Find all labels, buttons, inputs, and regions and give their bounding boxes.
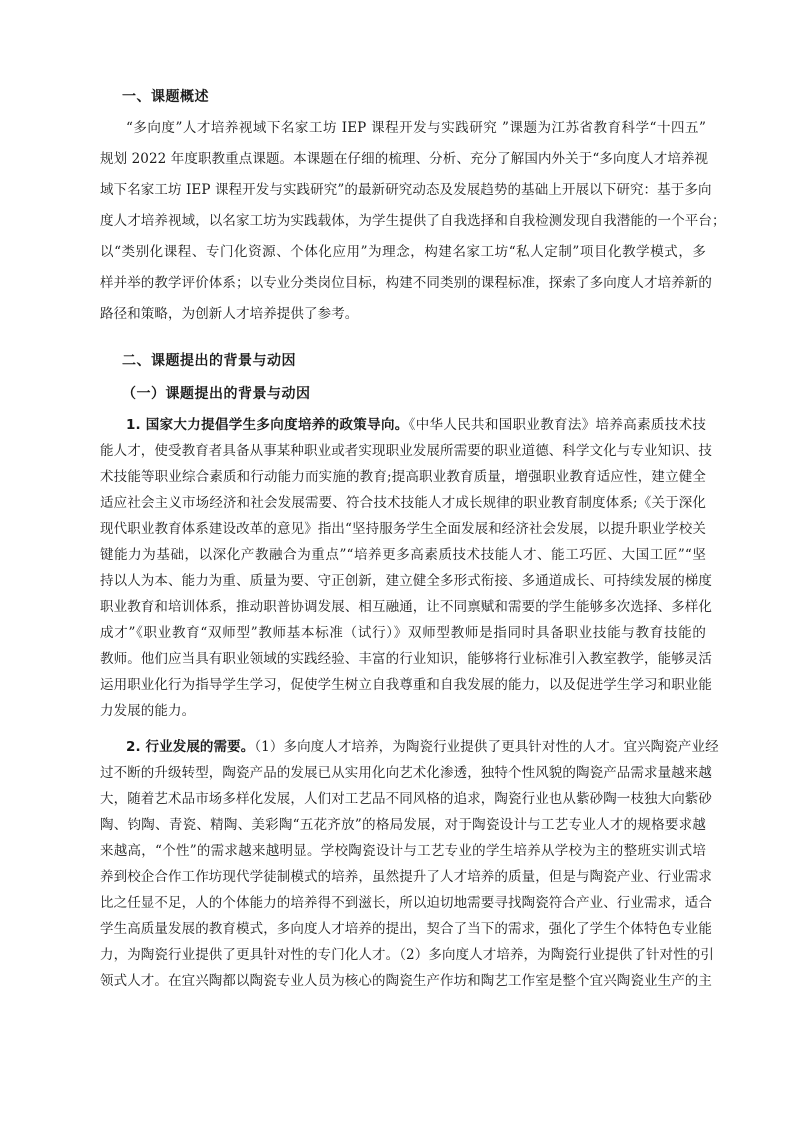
paragraph-line: 养到校企合作工作坊现代学徒制模式的培养，虽然提升了人才培养的质量，但是与陶瓷产业、行业需求: [100, 869, 712, 885]
section-heading-overview: 一、课题概述: [122, 89, 209, 105]
paragraph-line: [126, 415, 706, 435]
paragraph-line: 路径和策略，为创新人才培养提供了参考。: [100, 306, 359, 322]
paragraph-line: 术技能等职业综合素质和行动能力而实施的教育;提高职业教育质量，增强职业教育适应性，建立健全: [100, 469, 706, 485]
paragraph-line: 以“类别化课程、专门化资源、个体化应用”为理念，构建名家工坊“私人定制”项目化教学模式，多: [100, 244, 706, 260]
subsection-heading: （一）课题提出的背景与动因: [122, 386, 311, 402]
paragraph-line: 陶、钧陶、青瓷、精陶、美彩陶“五花齐放”的格局发展，对于陶瓷设计与工艺专业人才的规格要求越: [100, 817, 706, 833]
paragraph-line: 过不断的升级转型，陶瓷产品的发展已从实用化向艺术化渗透，独特个性风貌的陶瓷产品需求量越来越: [100, 765, 712, 781]
paragraph-line: 持以人为本、能力为重、质量为要、守正创新，建立健全多形式衔接、多通道成长、可持续发展的梯度: [100, 573, 712, 589]
paragraph-line: 规划 2022 年度职教重点课题。本课题在仔细的梳理、分析、充分了解国内外关于“多向度人才培养视: [100, 151, 709, 167]
paragraph-line: 能人才，使受教育者具备从事某种职业或者实现职业发展所需要的职业道德、科学文化与专业知识、技: [100, 443, 712, 459]
paragraph-lead: 1. 国家大力提倡学生多向度培养的政策导向。: [126, 417, 409, 433]
paragraph-line: 域下名家工坊 IEP 课程开发与实践研究”的最新研究动态及发展趋势的基础上开展以下研究：基于多向: [100, 182, 712, 198]
paragraph-line: 运用职业化行为指导学生学习，促使学生树立自我尊重和自我发展的能力，以及促进学生学习和职业能: [100, 677, 712, 693]
paragraph-line: [126, 737, 719, 757]
paragraph-line: 大，随着艺术品市场多样化发展，人们对工艺品不同风格的追求，陶瓷行业也从紫砂陶一枝独大向紫砂: [100, 791, 712, 807]
paragraph-line: 领式人才。在宜兴陶都以陶瓷专业人员为核心的陶瓷生产作坊和陶艺工作室是整个宜兴陶瓷业生产的主: [100, 973, 712, 989]
paragraph-line: 度人才培养视域，以名家工坊为实践载体，为学生提供了自我选择和自我检测发现自我潜能的一个平台；: [100, 213, 726, 229]
paragraph-line: 现代职业教育体系建设改革的意见》指出“坚持服务学生全面发展和经济社会发展，以提升职业学校关: [100, 521, 706, 537]
paragraph-line: 样并举的教学评价体系；以专业分类岗位目标，构建不同类别的课程标准，探索了多向度人才培养新的: [100, 275, 712, 291]
paragraph-line: “多向度”人才培养视域下名家工坊 IEP 课程开发与实践研究 ”课题为江苏省教育科学“十四五”: [126, 120, 706, 136]
paragraph-line: 力，为陶瓷行业提供了更具针对性的专门化人才。（2）多向度人才培养，为陶瓷行业提供了针对性的引: [100, 947, 714, 963]
paragraph-line: 学生高质量发展的教育模式，多向度人才培养的提出，契合了当下的需求，强化了学生个体特色专业能: [100, 921, 712, 937]
paragraph-line: 键能力为基础，以深化产教融合为重点”“培养更多高素质技术技能人才、能工巧匠、大国工匠”“坚: [100, 547, 706, 563]
paragraph-line: 来越高，“个性”的需求越来越明显。学校陶瓷设计与工艺专业的学生培养从学校为主的整班实训式培: [100, 843, 706, 859]
paragraph-line: 成才”《职业教育“双师型”教师基本标准（试行）》双师型教师是指同时具备职业技能与教育技能的: [100, 625, 706, 641]
paragraph-line: 力发展的能力。: [100, 703, 196, 719]
paragraph-text: 《中华人民共和国职业教育法》培养高素质技术技: [408, 417, 707, 433]
paragraph-line: 职业教育和培训体系，推动职普协调发展、相互融通，让不同禀赋和需要的学生能够多次选择、多样化: [100, 599, 712, 615]
paragraph-line: 比之任显不足，人的个体能力的培养得不到滋长，所以迫切地需要寻找陶瓷符合产业、行业需求，适合: [100, 895, 712, 911]
paragraph-line: 适应社会主义市场经济和社会发展需要、符合技术技能人才成长规律的职业教育制度体系;《关于深化: [100, 495, 706, 511]
paragraph-text: （1）多向度人才培养，为陶瓷行业提供了更具针对性的人才。宜兴陶瓷产业经: [254, 739, 719, 755]
paragraph-lead: 2. 行业发展的需要。: [126, 739, 255, 755]
paragraph-line: 教师。他们应当具有职业领域的实践经验、丰富的行业知识，能够将行业标准引入教室教学，能够灵活: [100, 651, 712, 667]
section-heading-background: 二、课题提出的背景与动因: [122, 353, 296, 369]
